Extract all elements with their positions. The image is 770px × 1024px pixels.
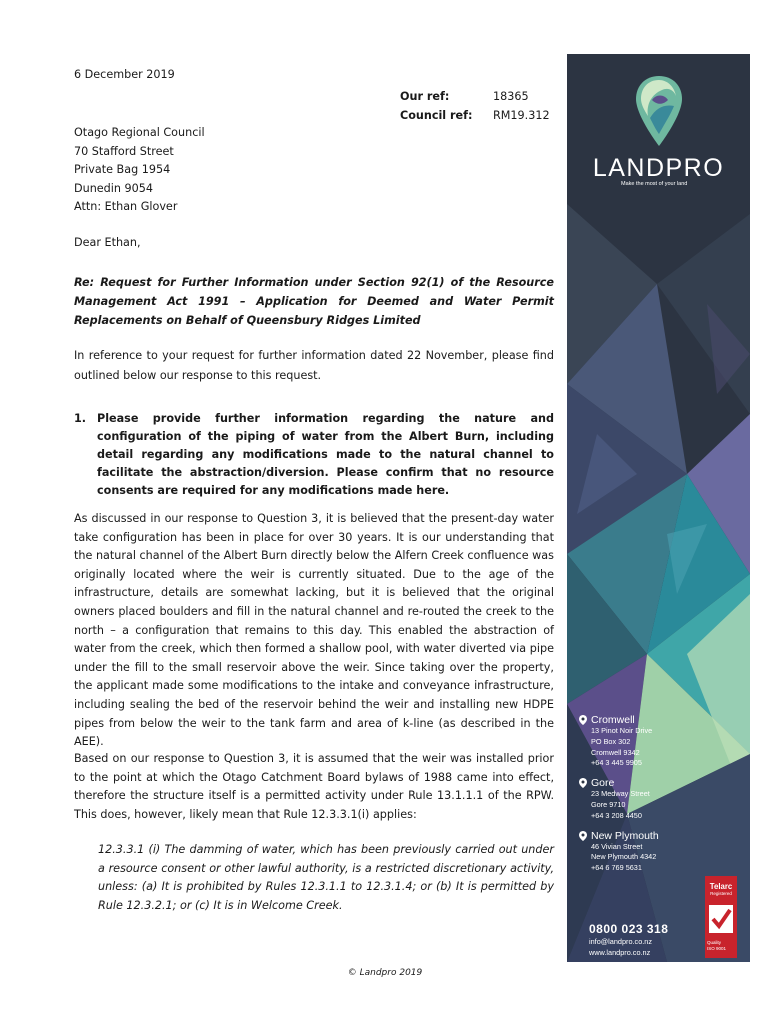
office-city: New Plymouth — [591, 829, 659, 842]
badge-quality — [707, 940, 726, 952]
address-line: 70 Stafford Street — [74, 144, 174, 158]
council-ref-label: Council ref: — [400, 108, 473, 122]
our-ref-value: 18365 — [493, 90, 529, 103]
office-new-plymouth — [579, 830, 659, 874]
office-line: 13 Pinot Noir Drive — [591, 726, 653, 735]
office-gore — [579, 777, 659, 821]
office-line: 46 Vivian Street — [591, 841, 643, 851]
office-cromwell — [579, 714, 659, 769]
intro-paragraph: In reference to your request for further information dated 22 November, please find outlined below our response to this request. — [74, 349, 554, 382]
subject-line: Re: Request for Further Information under Section 92(1) of the Resource Management Act 1991 – Application for Deemed and Water Permit Replacements on Behalf of Queensbury Ridges Limited — [74, 276, 554, 327]
office-line: +64 6 769 5631 — [591, 863, 642, 873]
council-ref-row — [400, 107, 550, 126]
office-city: Gore — [591, 777, 615, 790]
office-line: New Plymouth 4342 — [591, 852, 657, 862]
recipient-address — [74, 124, 205, 217]
office-line: Gore 9710 — [591, 799, 626, 809]
reference-block — [400, 88, 550, 125]
landpro-sidebar — [567, 54, 750, 962]
office-line: +64 3 445 9905 — [591, 758, 642, 768]
badge-registered: Registered — [710, 891, 732, 896]
address-line: Private Bag 1954 — [74, 163, 171, 177]
office-line: PO Box 302 — [591, 736, 631, 746]
office-line: 23 Medway Street — [591, 789, 650, 799]
footer-copyright: © Landpro 2019 — [347, 968, 423, 978]
response-paragraph-1: As discussed in our response to Question 3, it is believed that the present-day water take configuration has been in place for over 30 years. It is our understanding that the natural channel of the Albert Burn directly below the Alfern Creek confluence was originally located where the weir is currently situated. Due to the age of the infrastructure, details are somewhat lacking, but it is believed that the original owners placed boulders and fill in the natural channel and re-routed the creek to the north – a configuration that remains to this day. This enabled the abstraction of water from the creek, which then formed a shallow pool, with water diverted via pipe under the fill to the small reservoir above the weir. Since taking over the property, the applicant made some modifications to the intake and conveyance infrastructure, including sealing the bed of the reservoir behind the weir and installing new HDPE pipes from below the weir to the tank farm and area of k-line (as described in the AEE). — [74, 512, 554, 749]
rule-quote: 12.3.3.1 (i) The damming of water, which has been previously carried out under a resource consent or other lawful authority, is a restricted discretionary activity, unless: (a) It is prohibited by Rules 12.3.1.1 to 12.3.1.4; or (b) It is permitted by Rule 12.3.2.1; or (c) It is in Welcome Creek. — [98, 843, 554, 912]
landpro-logo — [567, 74, 750, 153]
office-line: +64 3 208 4450 — [591, 810, 642, 820]
contact-block — [589, 922, 668, 958]
email-address: info@landpro.co.nz — [589, 937, 652, 946]
website-address: www.landpro.co.nz — [589, 948, 651, 957]
location-pin-icon — [579, 778, 587, 788]
brand-name: LANDPRO — [592, 154, 725, 182]
badge-iso-label: ISO 9001 — [707, 946, 727, 951]
checkmark-icon — [708, 904, 734, 934]
badge-name: Telarc — [709, 882, 733, 891]
address-line: Otago Regional Council — [74, 126, 205, 139]
council-ref-value: RM19.312 — [493, 108, 550, 122]
badge-quality-label: Quality — [707, 940, 722, 945]
our-ref-row — [400, 88, 550, 107]
telarc-certification-badge — [705, 876, 737, 958]
office-list — [579, 714, 659, 882]
question-text: Please provide further information regarding the nature and configuration of the piping of water from the Albert Burn, including detail regarding any modifications made to the natural channel to facilitate the abstraction/diversion. Please confirm that no resource consents are required for any modifications made here. — [97, 412, 554, 497]
phone-number: 0800 023 318 — [589, 922, 669, 936]
question-item — [74, 410, 554, 500]
location-pin-icon — [579, 831, 587, 841]
office-city: Cromwell — [591, 714, 635, 726]
map-pin-logo-icon — [634, 74, 684, 149]
brand-tagline: Make the most of your land — [621, 181, 688, 187]
address-line: Attn: Ethan Glover — [74, 200, 178, 214]
location-pin-icon — [579, 715, 587, 725]
question-number: 1. — [74, 412, 87, 425]
salutation: Dear Ethan, — [74, 236, 141, 249]
address-line: Dunedin 9054 — [74, 181, 154, 195]
letter-date: 6 December 2019 — [74, 68, 175, 81]
response-paragraph-2: Based on our response to Question 3, it is assumed that the weir was installed prior to the point at which the Otago Catchment Board bylaws of 1988 came into effect, therefore the structure itself is a permitted activity under Rule 13.1.1.1 of the RPW. This does, however, likely mean that Rule 12.3.3.1(i) applies: — [74, 752, 554, 821]
office-line: Cromwell 9342 — [591, 747, 640, 757]
our-ref-label: Our ref: — [400, 90, 450, 103]
